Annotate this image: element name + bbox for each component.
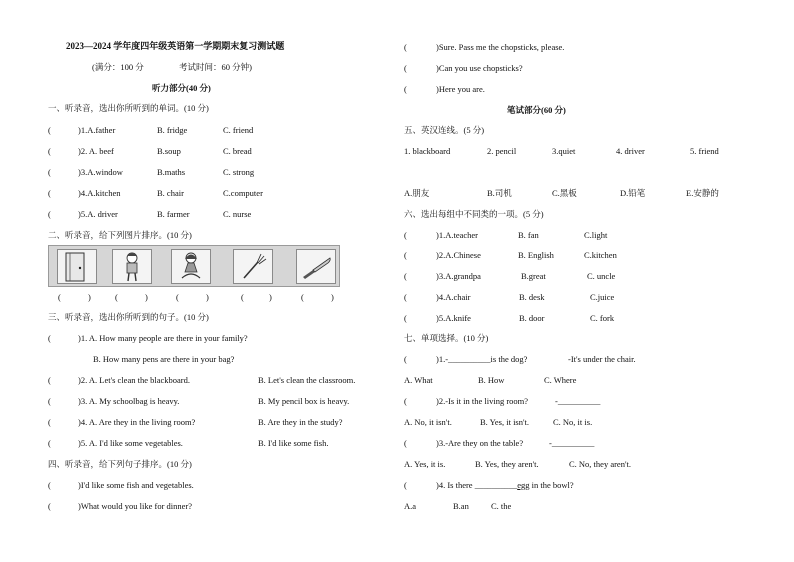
option-a: A.a	[404, 501, 417, 511]
answer-paren[interactable]: (	[48, 333, 51, 343]
bracket[interactable]: )	[269, 292, 272, 302]
answer-paren[interactable]: (	[404, 42, 407, 52]
option-c: C. nurse	[223, 209, 252, 219]
option-a: A. Yes, it is.	[404, 459, 446, 469]
answer-paren[interactable]: (	[48, 125, 51, 135]
question	[436, 481, 574, 490]
page-title: 2023—2024 学年度四年级英语第一学期期末复习测试题	[66, 41, 285, 51]
option-c: C.juice	[590, 292, 615, 302]
bracket[interactable]: (	[241, 292, 244, 302]
sentence: )What would you like for dinner?	[78, 501, 193, 511]
answer-paren[interactable]: (	[404, 438, 407, 448]
section2-heading: 二、听录音，给下列图片排序。(10 分)	[48, 230, 192, 240]
option-b: B. chair	[157, 188, 184, 198]
option-b: B. Yes, they aren't.	[475, 459, 539, 469]
bracket[interactable]: (	[115, 292, 118, 302]
section4-heading: 四、听录音，给下列句子排序。(10 分)	[48, 459, 192, 469]
answer-paren[interactable]: (	[48, 396, 51, 406]
option-b: B. farmer	[157, 209, 190, 219]
sentence: )Here you are.	[436, 84, 485, 94]
option-a: )1.A.teacher	[436, 230, 479, 240]
match-english[interactable]: 3.quiet	[552, 146, 576, 156]
section5-heading: 五、英汉连线。(5 分)	[404, 125, 485, 135]
match-english[interactable]: 1. blackboard	[404, 146, 451, 156]
option-a: )5.A. driver	[78, 209, 118, 219]
option-b: B. English	[518, 250, 554, 260]
option-c: C. strong	[223, 167, 255, 177]
written-heading: 笔试部分(60 分)	[507, 105, 566, 115]
answer-paren[interactable]: (	[404, 480, 407, 490]
option-b: B.great	[521, 271, 546, 281]
question-suffix: in the bowl?	[529, 480, 574, 490]
option-b: B.soup	[157, 146, 181, 156]
section3-heading: 三、听录音，选出你所听到的句子。(10 分)	[48, 312, 209, 322]
match-chinese[interactable]: E.安静的	[686, 188, 719, 198]
answer-paren[interactable]: (	[404, 354, 407, 364]
option-c: C.kitchen	[584, 250, 617, 260]
answer-paren[interactable]: (	[404, 271, 407, 281]
question: )3.-Are they on the table?	[436, 438, 524, 448]
option-b: B. Are they in the study?	[258, 417, 343, 427]
picture-strip	[48, 245, 340, 287]
match-chinese[interactable]: C.黑板	[552, 188, 577, 198]
option-b: B. My pencil box is heavy.	[258, 396, 350, 406]
answer-paren[interactable]: (	[404, 230, 407, 240]
fork-icon	[233, 249, 273, 284]
option-b: B. How	[478, 375, 505, 385]
question: )2.-Is it in the living room?	[436, 396, 529, 406]
option-a: )2. A. Let's clean the blackboard.	[78, 375, 190, 385]
answer-paren[interactable]: (	[404, 84, 407, 94]
option-b: B. I'd like some fish.	[258, 438, 329, 448]
option-b: B. How many pens are there in your bag?	[93, 354, 235, 364]
option-c: C. uncle	[587, 271, 616, 281]
answer-paren[interactable]: (	[48, 501, 51, 511]
option-c: C. friend	[223, 125, 254, 135]
option-a: )5. A. I'd like some vegetables.	[78, 438, 183, 448]
option-c: C. No, it is.	[553, 417, 593, 427]
match-english[interactable]: 5. friend	[690, 146, 719, 156]
option-a: )4.A.chair	[436, 292, 471, 302]
option-a: )2.A.Chinese	[436, 250, 481, 260]
match-chinese[interactable]: D.铅笔	[620, 188, 646, 198]
option-a: )1.A.father	[78, 125, 116, 135]
answer-paren[interactable]: (	[48, 417, 51, 427]
listening-heading: 听力部分(40 分)	[152, 83, 211, 93]
option-a: A. What	[404, 375, 433, 385]
option-b: B. Yes, it isn't.	[480, 417, 530, 427]
answer-paren[interactable]: (	[404, 250, 407, 260]
time-info: 考试时间：60 分钟)	[179, 62, 252, 72]
bracket[interactable]: )	[206, 292, 209, 302]
option-c: C. fork	[590, 313, 615, 323]
question: )1.-__________is the dog?	[436, 354, 528, 364]
option-a: )3.A.window	[78, 167, 123, 177]
sentence: )I'd like some fish and vegetables.	[78, 480, 194, 490]
answer-paren[interactable]: (	[48, 209, 51, 219]
option-b: B.an	[453, 501, 469, 511]
option-a: )2. A. beef	[78, 146, 114, 156]
bracket[interactable]: )	[88, 292, 91, 302]
answer-paren[interactable]: (	[404, 313, 407, 323]
answer-paren[interactable]: (	[48, 167, 51, 177]
option-a: )5.A.knife	[436, 313, 471, 323]
answer-paren[interactable]: (	[48, 480, 51, 490]
section6-heading: 六、选出每组中不同类的一项。(5 分)	[404, 209, 544, 219]
match-chinese[interactable]: B.司机	[487, 188, 512, 198]
option-b: B. desk	[519, 292, 545, 302]
option-a: )4. A. Are they in the living room?	[78, 417, 196, 427]
response: -__________	[549, 438, 595, 448]
girl-icon	[171, 249, 211, 284]
answer-blank[interactable]: __________	[474, 480, 518, 490]
answer-paren[interactable]: (	[48, 438, 51, 448]
match-english[interactable]: 4. driver	[616, 146, 645, 156]
option-b: B. fridge	[157, 125, 188, 135]
option-b: B. Let's clean the classroom.	[258, 375, 356, 385]
sentence: )Sure. Pass me the chopsticks, please.	[436, 42, 565, 52]
option-a: )4.A.kitchen	[78, 188, 121, 198]
option-a: A. No, it isn't.	[404, 417, 452, 427]
option-a: )1. A. How many people are there in your family?	[78, 333, 248, 343]
match-english[interactable]: 2. pencil	[487, 146, 517, 156]
question-prefix: )4. Is there	[436, 480, 475, 490]
option-c: C.computer	[223, 188, 263, 198]
section7-heading: 七、单项选择。(10 分)	[404, 333, 489, 343]
bracket[interactable]: )	[331, 292, 334, 302]
answer-paren[interactable]: (	[404, 63, 407, 73]
door-icon	[57, 249, 97, 284]
answer-paren[interactable]: (	[404, 292, 407, 302]
sentence: )Can you use chopsticks?	[436, 63, 523, 73]
answer-paren[interactable]: (	[48, 188, 51, 198]
bracket[interactable]: (	[176, 292, 179, 302]
response: -It's under the chair.	[568, 354, 636, 364]
option-c: C. No, they aren't.	[569, 459, 631, 469]
option-a: )3. A. My schoolbag is heavy.	[78, 396, 180, 406]
option-c: C. Where	[544, 375, 577, 385]
knife-icon	[296, 249, 336, 284]
option-c: C. the	[491, 501, 512, 511]
bracket[interactable]: (	[58, 292, 61, 302]
option-a: )3.A.grandpa	[436, 271, 481, 281]
answer-paren[interactable]: (	[404, 396, 407, 406]
match-chinese[interactable]: A.朋友	[404, 188, 430, 198]
underlined-word: egg	[517, 480, 530, 490]
bracket[interactable]: (	[301, 292, 304, 302]
answer-paren[interactable]: (	[48, 146, 51, 156]
response: -__________	[555, 396, 601, 406]
option-b: B.maths	[157, 167, 186, 177]
boy-icon	[112, 249, 152, 284]
score-info: (满分：100 分	[92, 62, 144, 72]
section1-heading: 一、听录音，选出你所听到的单词。(10 分)	[48, 103, 209, 113]
bracket[interactable]: )	[145, 292, 148, 302]
option-c: C. bread	[223, 146, 252, 156]
answer-paren[interactable]: (	[48, 375, 51, 385]
option-c: C.light	[584, 230, 608, 240]
option-b: B. fan	[518, 230, 539, 240]
option-b: B. door	[519, 313, 545, 323]
